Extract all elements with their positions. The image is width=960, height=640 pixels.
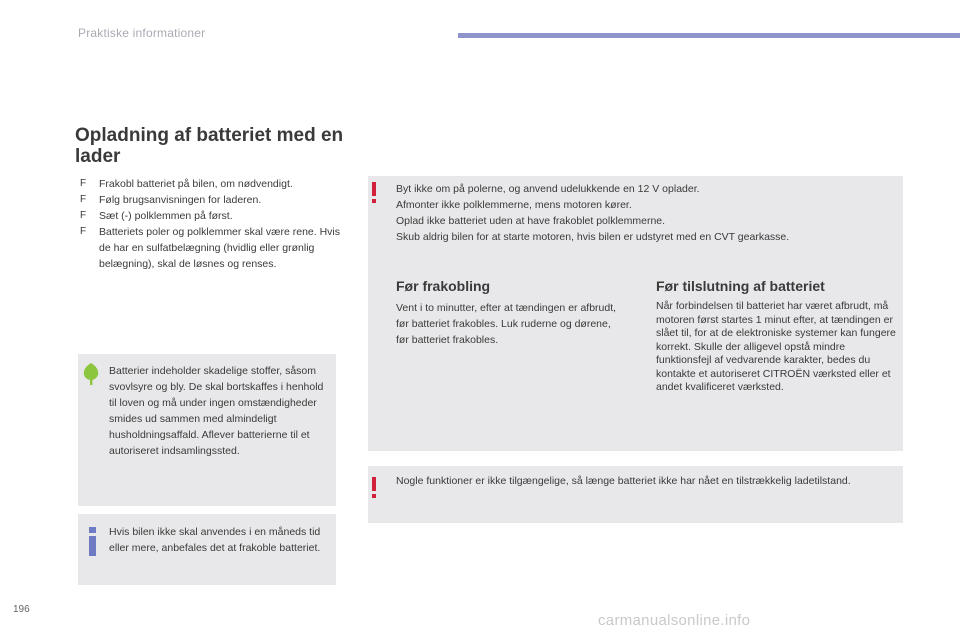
- section-header: Praktiske informationer: [78, 26, 206, 40]
- bullet-marker: F: [80, 210, 87, 221]
- list-item: [80, 224, 342, 272]
- info-icon: [84, 527, 102, 557]
- disconnect-heading: Før frakobling: [396, 278, 491, 294]
- list-item: [80, 176, 342, 192]
- warning-line: Byt ikke om på polerne, og anvend udelukkende en 12 V oplader.: [396, 183, 700, 195]
- warning-icon: [371, 182, 377, 204]
- disconnect-text: Vent i to minutter, efter at tændingen er afbrudt, før batteriet frakobles. Luk ruderne og dørene, før batteriet frakobles.: [396, 302, 617, 346]
- watermark: carmanualsonline.info: [598, 612, 751, 629]
- warning-text: [396, 181, 896, 245]
- list-item: [80, 192, 342, 208]
- warning-secondary-text: Nogle funktioner er ikke tilgængelige, så længe batteriet ikke har nået en tilstrækkelig ladetilstand.: [396, 475, 851, 487]
- steps-list: [80, 176, 342, 272]
- leaf-icon: [80, 362, 102, 386]
- info-note-text: Hvis bilen ikke skal anvendes i en måneds tid eller mere, anbefales det at frakoble batteriet.: [109, 526, 321, 554]
- reconnect-text: Når forbindelsen til batteriet har været afbrudt, må motoren først startes 1 minut efter, at tændingen er slået til, for at de elektroniske systemer kan fungere korrekt. Skulle der alligevel opstå mindre funktionsfejl af vedvarende karakter, bedes du kontakte et autoriseret CITROËN værksted eller et andet kvalificeret værksted.: [656, 300, 896, 393]
- page-number: 196: [13, 604, 30, 615]
- step-text: Følg brugsanvisningen for laderen.: [99, 194, 262, 206]
- eco-note-text: Batterier indeholder skadelige stoffer, såsom svovlsyre og bly. De skal bortskaffes i henhold til loven og må under ingen omstændigheder smides ud sammen med almindeligt husholdningsaffald. Aflever batterierne til et autoriseret indsamlingssted.: [109, 365, 324, 457]
- page-title: Opladning af batteriet med en lader: [75, 125, 344, 167]
- step-text: Batteriets poler og polklemmer skal være rene. Hvis de har en sulfatbelægning (hvidlig eller grønlig belægning), skal de løsnes og renses.: [99, 226, 341, 270]
- bullet-marker: F: [80, 178, 87, 189]
- header-rule: [458, 33, 960, 38]
- step-text: Frakobl batteriet på bilen, om nødvendigt.: [99, 178, 293, 190]
- reconnect-heading: Før tilslutning af batteriet: [656, 278, 825, 294]
- bullet-marker: F: [80, 194, 87, 205]
- step-text: Sæt (-) polklemmen på først.: [99, 210, 233, 222]
- warning-icon: [371, 477, 377, 499]
- warning-line: Oplad ikke batteriet uden at have frakoblet polklemmerne.: [396, 215, 666, 227]
- list-item: [80, 208, 342, 224]
- warning-line: Skub aldrig bilen for at starte motoren, hvis bilen er udstyret med en CVT gearkasse.: [396, 231, 790, 243]
- warning-line: Afmonter ikke polklemmerne, mens motoren kører.: [396, 199, 632, 211]
- bullet-marker: F: [80, 226, 87, 237]
